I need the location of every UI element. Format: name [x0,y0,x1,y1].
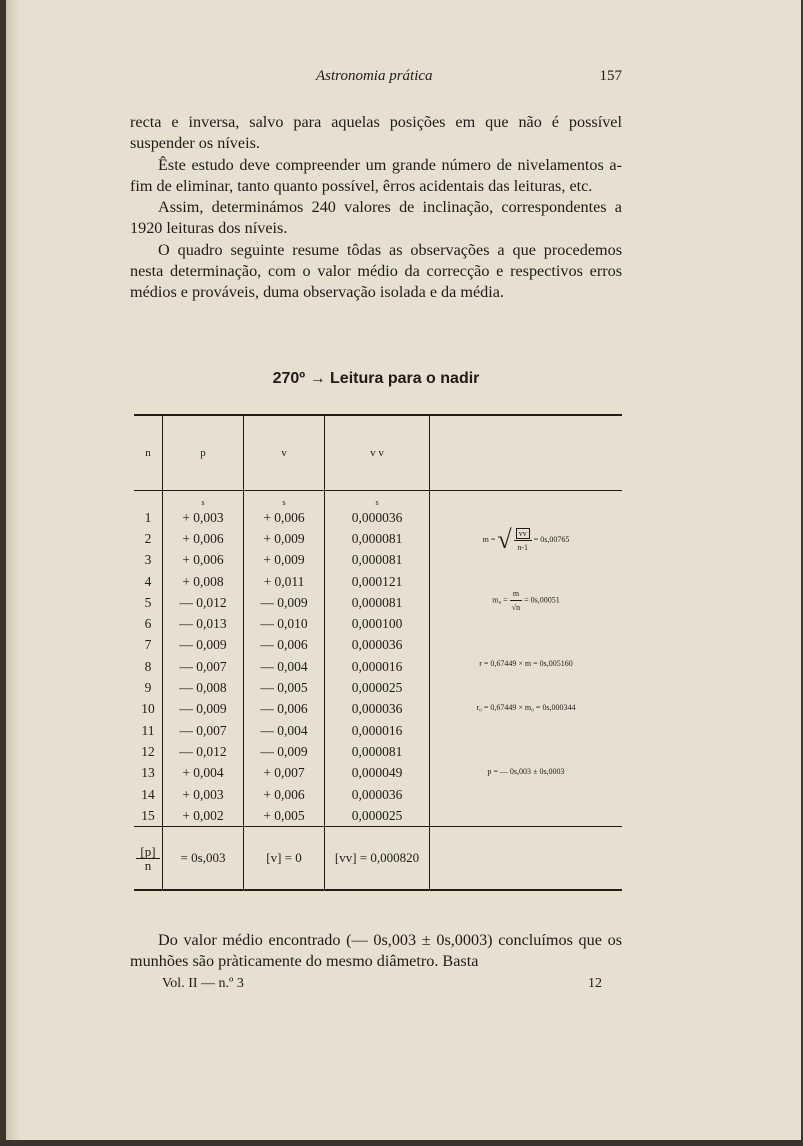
table-body [134,491,622,827]
cell-p: — 0,013 [163,613,244,634]
observations-table [134,414,622,891]
page-number: 157 [599,68,622,84]
cell-vv: 0,000081 [325,592,430,613]
cell-n: 14 [141,786,155,802]
cell-v: + 0,006 [244,784,325,805]
cell-v: + 0,007 [244,763,325,784]
cell-v: — 0,005 [244,677,325,698]
page-footer [162,976,602,996]
cell-p: — 0,007 [163,656,244,677]
unit-p: s [163,491,244,508]
header-vv: v v [325,415,430,491]
formula-m0-den: √n [511,603,521,612]
cell-n: 2 [144,530,152,546]
cell-v: + 0,006 [244,507,325,528]
cell-vv: 0,000121 [325,571,430,592]
formula-m0 [430,587,622,614]
formula-m0-lhs: m₀ = [492,595,508,605]
sum-p-label-den: n [144,857,152,873]
formula-p: p = — 0s,003 ± 0s,0003 [487,767,565,776]
cell-p: — 0,009 [163,635,244,656]
cell-n: 4 [144,573,152,589]
cell-n: 6 [144,616,152,632]
cell-vv: 0,000036 [325,635,430,656]
cell-n: 1 [144,509,152,525]
cell-n: 5 [144,594,152,610]
formula-m0-rhs: = 0s,00051 [524,595,560,605]
sum-p-value: = 0s,003 [163,827,244,891]
cell-n: 7 [144,637,152,653]
sum-v-value: [v] = 0 [244,827,325,891]
cell-v: + 0,011 [244,571,325,592]
cell-p: — 0,008 [163,677,244,698]
formula-column [430,491,623,827]
sum-empty [430,827,623,891]
formula-m-rhs: = 0s,00765 [533,534,570,544]
cell-v: — 0,010 [244,613,325,634]
cell-n: 9 [144,680,152,696]
cell-p: — 0,007 [163,720,244,741]
cell-p: — 0,012 [163,592,244,613]
cell-n: 11 [141,722,155,738]
cell-vv: 0,000081 [325,528,430,549]
cell-p: + 0,003 [163,784,244,805]
cell-v: + 0,009 [244,550,325,571]
cell-vv: 0,000081 [325,741,430,762]
cell-vv: 0,000016 [325,656,430,677]
units-row [134,491,622,508]
cell-v: — 0,006 [244,699,325,720]
cell-p: + 0,006 [163,528,244,549]
sqrt-symbol: √ [497,525,512,554]
cell-n: 3 [144,552,152,568]
paragraph: Assim, determinámos 240 valores de inclinação, correspondentes a 1920 leituras dos níveis. [130,198,622,238]
formula-r0: r₀ = 0,67449 × m₀ = 0s,000344 [476,703,576,712]
paragraph: Êste estudo deve compreender um grande número de nivelamentos a-fim de eliminar, tanto quanto possível, êrros acidentais das leituras, etc. [130,155,622,195]
cell-vv: 0,000036 [325,699,430,720]
header-v: v [244,415,325,491]
formula-m-num: vv [516,528,530,539]
cell-v: — 0,006 [244,635,325,656]
cell-v: — 0,004 [244,656,325,677]
cell-p: — 0,012 [163,741,244,762]
header-p: p [163,415,244,491]
formula-m0-num: m [510,587,522,601]
cell-v: — 0,009 [244,592,325,613]
cell-v: + 0,009 [244,528,325,549]
cell-n: 10 [141,701,155,717]
sheet-number: 12 [588,976,602,991]
sum-p-label-num: [p] [140,843,156,859]
running-title: Astronomia prática [316,68,433,84]
cell-p: — 0,009 [163,699,244,720]
formula-m-den: n-1 [517,542,529,552]
cell-vv: 0,000025 [325,677,430,698]
sum-vv-value: [vv] = 0,000820 [325,827,430,891]
volume-signature: Vol. II — n.º 3 [162,976,244,991]
cell-vv: 0,000049 [325,763,430,784]
formula-m [430,525,622,555]
closing-paragraph: Do valor médio encontrado (— 0s,003 ± 0s,0003) concluímos que os munhões são pràticamente do mesmo diâmetro. Basta [130,931,622,971]
cell-vv: 0,000025 [325,805,430,827]
fraction [510,587,522,614]
cell-vv: 0,000100 [325,613,430,634]
closing-text [130,930,622,973]
cell-v: + 0,005 [244,805,325,827]
cell-vv: 0,000081 [325,550,430,571]
unit-vv: s [325,491,430,508]
formula-r: r = 0,67449 × m = 0s,005160 [479,659,573,668]
page-spine-shadow [6,0,20,1140]
paragraph: O quadro seguinte resume tôdas as observações a que procedemos nesta determinação, com o valor médio da correcção e respectivos erros médios e prováveis, duma observação isolada e da média. [130,240,622,302]
sum-row [134,827,622,891]
cell-p: + 0,006 [163,550,244,571]
cell-vv: 0,000036 [325,507,430,528]
cell-n: 12 [141,743,155,759]
cell-p: + 0,004 [163,763,244,784]
cell-n: 8 [144,658,152,674]
paragraph: recta e inversa, salvo para aquelas posições em que não é possível suspender os níveis. [130,113,622,153]
cell-p: + 0,002 [163,805,244,827]
sum-p-label [134,827,163,891]
cell-vv: 0,000016 [325,720,430,741]
header-n: n [134,415,163,491]
header-formulas [430,415,623,491]
table-title: 270º → Leitura para o nadir [272,370,480,387]
cell-v: — 0,004 [244,720,325,741]
cell-n: 13 [141,765,155,781]
running-header [130,68,622,90]
cell-p: + 0,008 [163,571,244,592]
cell-v: — 0,009 [244,741,325,762]
fraction [514,527,532,554]
book-page [6,0,801,1140]
cell-vv: 0,000036 [325,784,430,805]
cell-n: 15 [141,807,155,823]
formula-m-lhs: m = [482,534,496,544]
cell-p: + 0,003 [163,507,244,528]
body-text [130,112,622,304]
unit-v: s [244,491,325,508]
